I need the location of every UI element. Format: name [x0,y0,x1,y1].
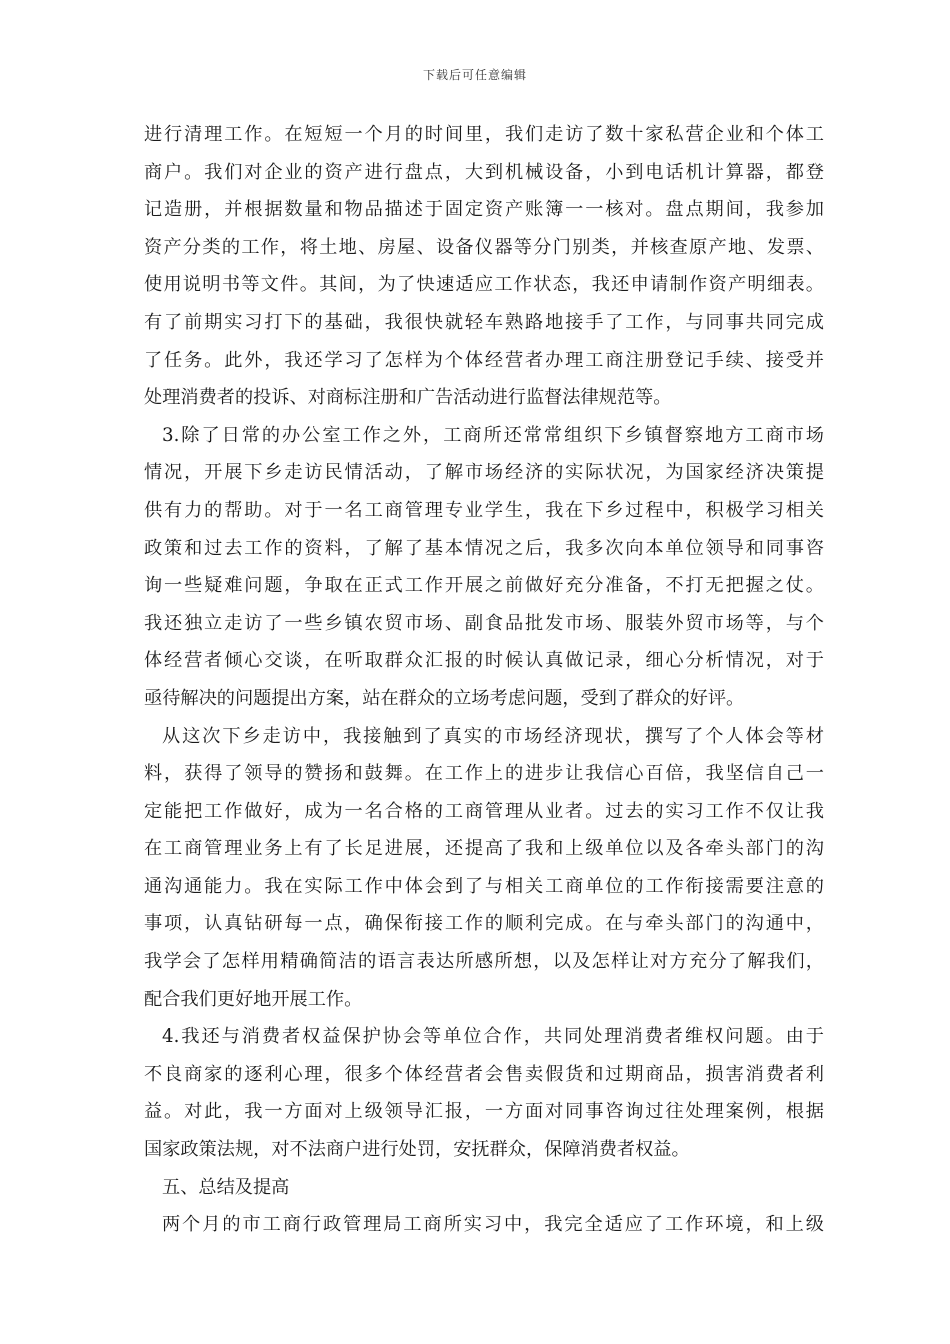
text-line: 供有力的帮助。对于一名工商管理专业学生，我在下乡过程中，积极学习相关 [144,499,824,521]
text-line: 有了前期实习打下的基础，我很快就轻车熟路地接手了工作，与同事共同完成 [144,311,824,333]
page-header: 下载后可任意编辑 [422,68,527,82]
text-line: 资产分类的工作，将土地、房屋、设备仪器等分门别类，并核查原产地、发票、 [144,236,824,258]
text-line: 益。对此，我一方面对上级领导汇报，一方面对同事咨询过往处理案例，根据 [144,1101,824,1123]
text-line: 商户。我们对企业的资产进行盘点，大到机械设备，小到电话机计算器，都登 [144,161,824,183]
text-line: 3.除了日常的办公室工作之外，工商所还常常组织下乡镇督察地方工商市场 [162,424,824,446]
text-line: 我学会了怎样用精确简洁的语言表达所感所想，以及怎样让对方充分了解我们， [144,951,824,973]
text-line: 两个月的市工商行政管理局工商所实习中，我完全适应了工作环境，和上级 [162,1214,824,1236]
text-line: 进行清理工作。在短短一个月的时间里，我们走访了数十家私营企业和个体工 [144,124,824,145]
text-line: 料，获得了领导的赞扬和鼓舞。在工作上的进步让我信心百倍，我坚信自己一 [144,763,824,785]
text-line: 国家政策法规，对不法商户进行处罚，安抚群众，保障消费者权益。 [144,1139,690,1161]
text-line: 定能把工作做好，成为一名合格的工商管理从业者。过去的实习工作不仅让我 [144,800,824,822]
document-body [144,116,824,1244]
text-line: 情况，开展下乡走访民情活动，了解市场经济的实际状况，为国家经济决策提 [144,462,824,484]
text-line: 使用说明书等文件。其间，为了快速适应工作状态，我还申请制作资产明细表。 [144,274,824,296]
text-line: 处理消费者的投诉、对商标注册和广告活动进行监督法律规范等。 [144,387,672,409]
text-line: 我还独立走访了一些乡镇农贸市场、副食品批发市场、服装外贸市场等，与个 [144,612,824,634]
text-line: 了任务。此外，我还学习了怎样为个体经营者办理工商注册登记手续、接受并 [144,349,824,371]
text-line: 记造册，并根据数量和物品描述于固定资产账簿一一核对。盘点期间，我参加 [144,199,824,221]
text-line: 配合我们更好地开展工作。 [144,988,363,1010]
section-heading: 五、总结及提高 [162,1176,290,1198]
text-line: 询一些疑难问题，争取在正式工作开展之前做好充分准备，不打无把握之仗。 [144,575,824,597]
text-line: 亟待解决的问题提出方案，站在群众的立场考虑问题，受到了群众的好评。 [144,687,745,709]
text-line: 通沟通能力。我在实际工作中体会到了与相关工商单位的工作衔接需要注意的 [144,875,824,897]
text-line: 在工商管理业务上有了长足进展，还提高了我和上级单位以及各牵头部门的沟 [144,838,824,860]
text-line: 从这次下乡走访中，我接触到了真实的市场经济现状，撰写了个人体会等材 [162,725,824,747]
text-line: 4.我还与消费者权益保护协会等单位合作，共同处理消费者维权问题。由于 [162,1026,824,1048]
text-line: 不良商家的逐利心理，很多个体经营者会售卖假货和过期商品，损害消费者利 [144,1063,824,1085]
text-line: 事项，认真钻研每一点，确保衔接工作的顺利完成。在与牵头部门的沟通中， [144,913,824,935]
text-line: 政策和过去工作的资料，了解了基本情况之后，我多次向本单位领导和同事咨 [144,537,824,559]
text-line: 体经营者倾心交谈，在听取群众汇报的时候认真做记录，细心分析情况，对于 [144,650,824,672]
